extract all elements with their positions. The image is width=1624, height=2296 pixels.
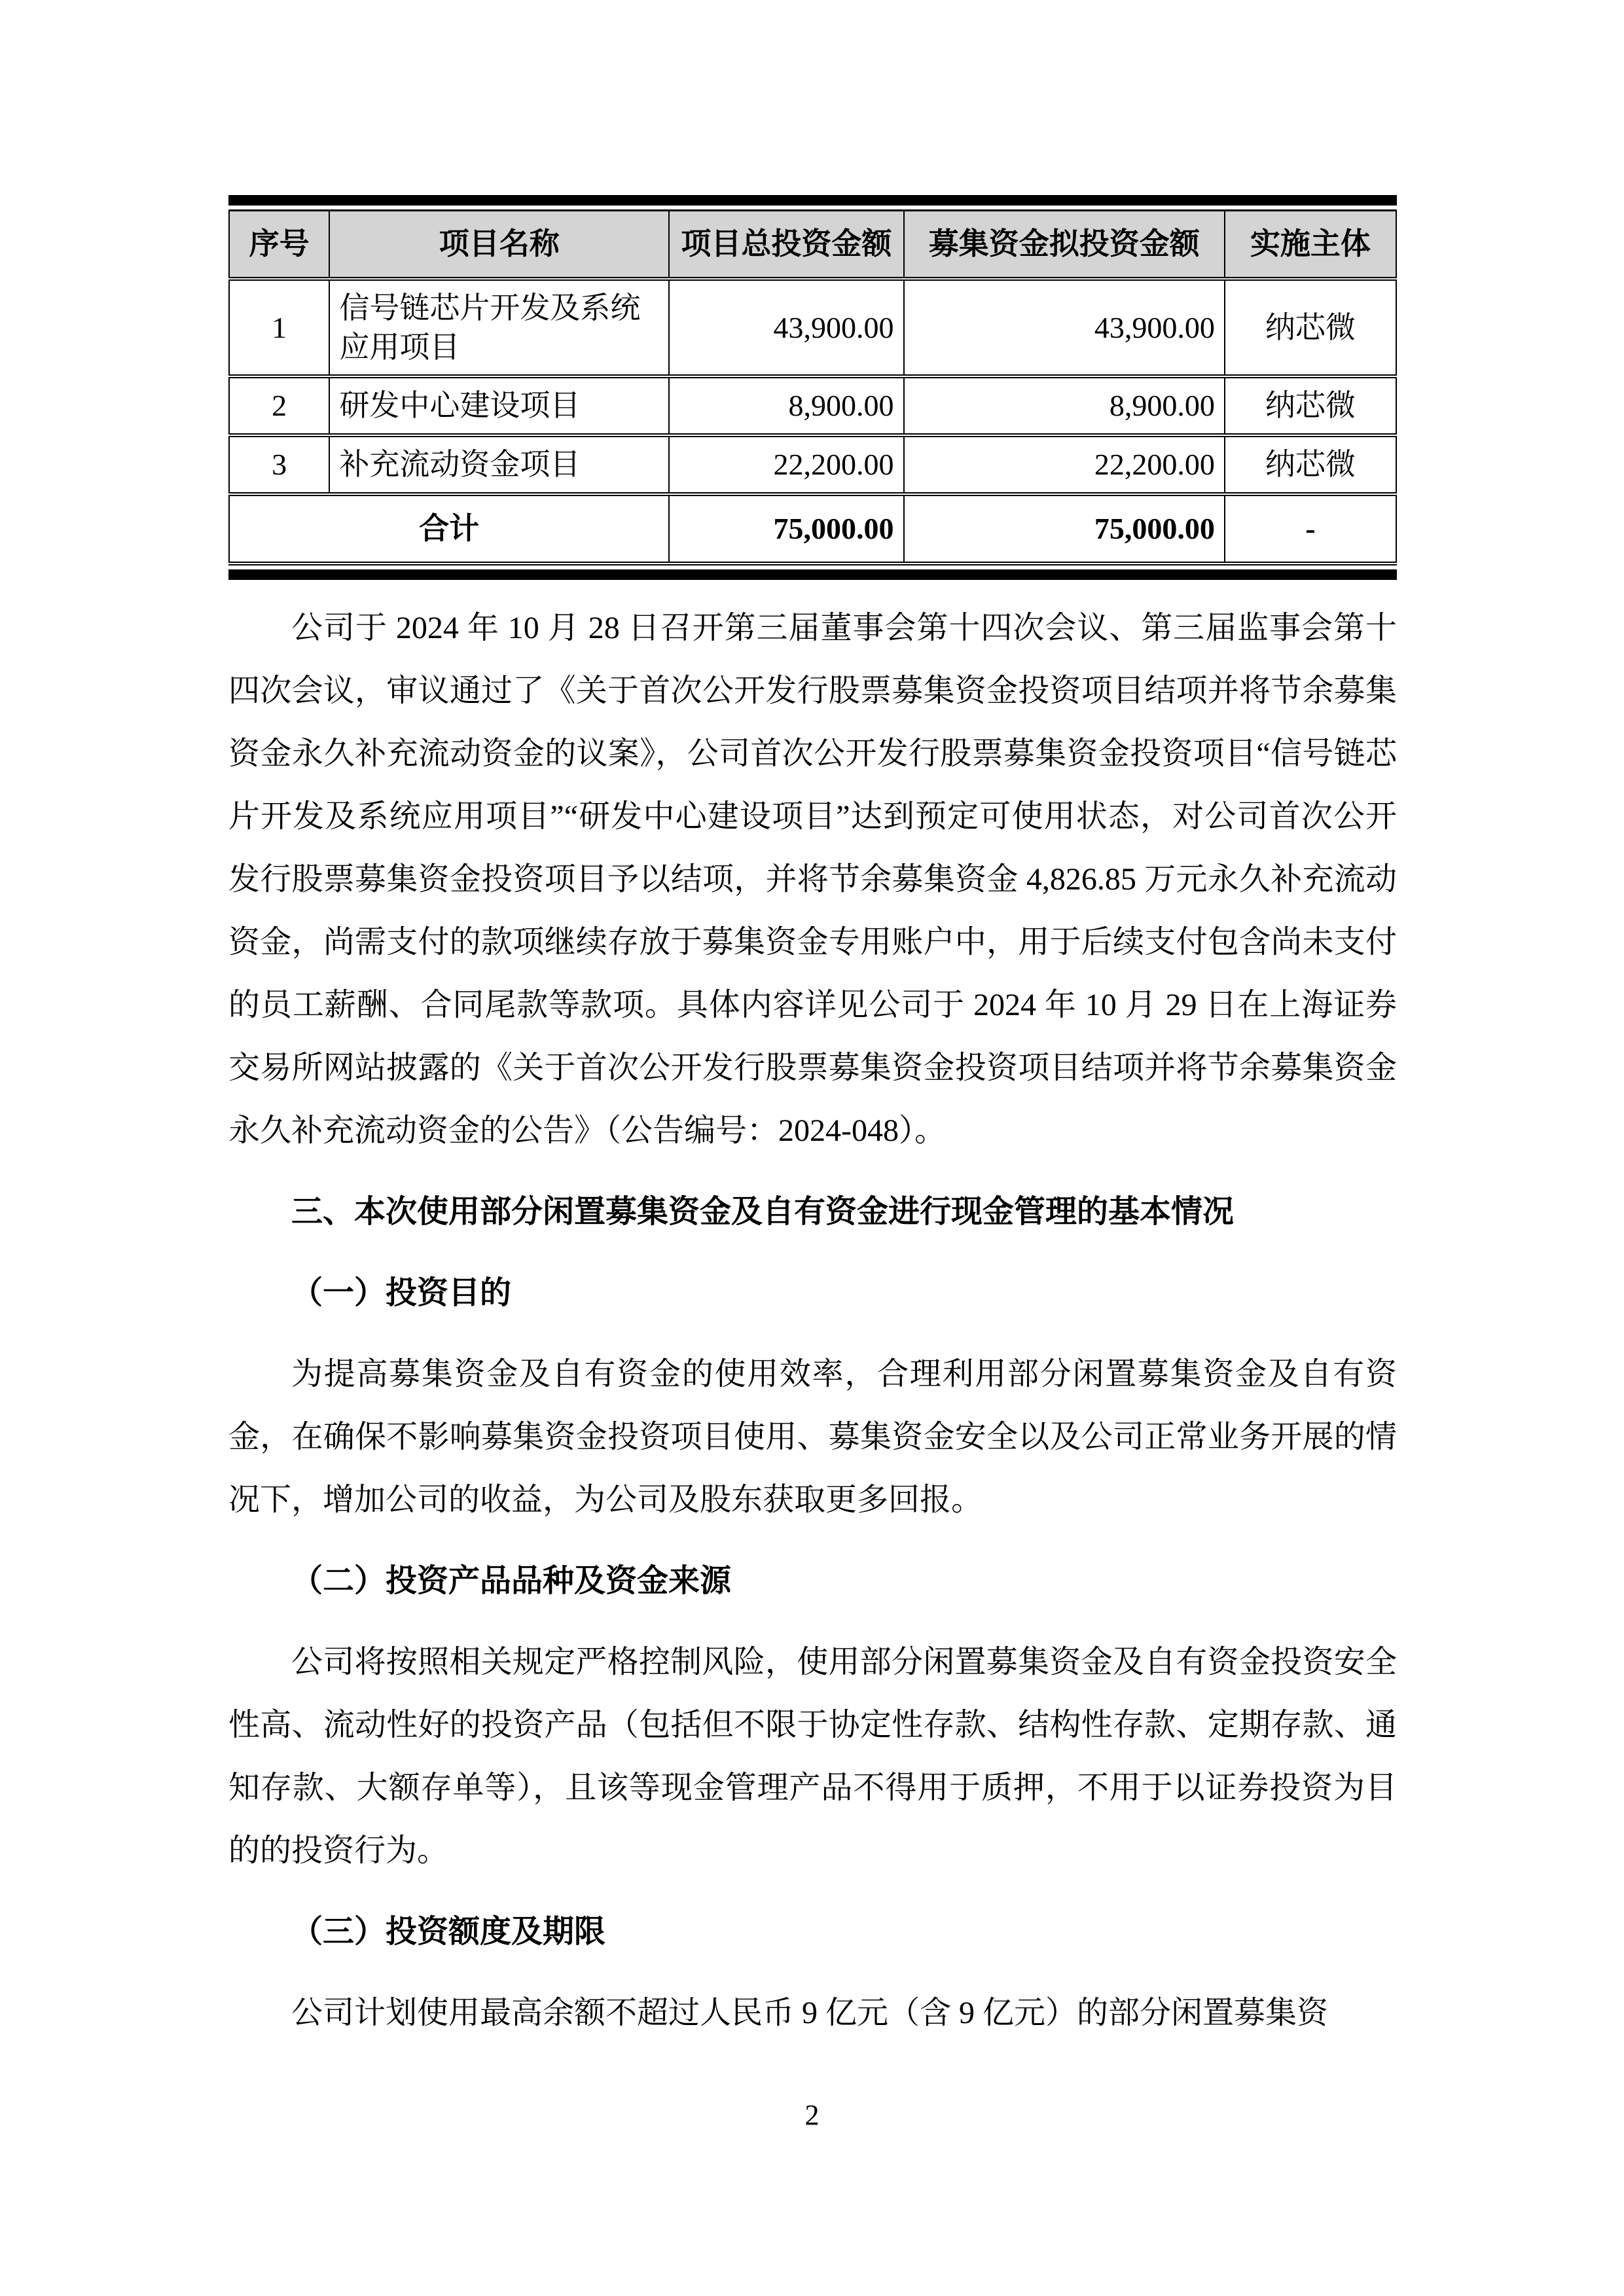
cell-entity: 纳芯微 xyxy=(1225,376,1396,435)
cell-entity: - xyxy=(1225,494,1396,564)
heading-section-3: 三、本次使用部分闲置募集资金及自有资金进行现金管理的基本情况 xyxy=(291,1194,1235,1229)
cell-index: 2 xyxy=(229,376,329,435)
table-header-row xyxy=(229,211,1396,279)
fundraising-projects-table xyxy=(228,209,1397,565)
paragraph-investment-quota-and-term: 公司计划使用最高余额不超过人民币 9 亿元（含 9 亿元）的部分闲置募集资 xyxy=(291,1995,1329,2030)
cell-total-investment: 75,000.00 xyxy=(669,494,903,564)
col-header-entity: 实施主体 xyxy=(1225,211,1396,279)
cell-project-name: 信号链芯片开发及系统应用项目 xyxy=(329,279,669,377)
table-row xyxy=(229,279,1396,377)
cell-raised-investment: 75,000.00 xyxy=(904,494,1225,564)
page-number: 2 xyxy=(804,2099,820,2131)
cell-raised-investment: 8,900.00 xyxy=(904,376,1225,435)
cell-index: 1 xyxy=(229,279,329,377)
table-row xyxy=(229,435,1396,494)
cell-project-name: 补充流动资金项目 xyxy=(329,435,669,494)
cell-entity: 纳芯微 xyxy=(1225,279,1396,377)
cell-project-name: 研发中心建设项目 xyxy=(329,376,669,435)
table-bottom-border xyxy=(228,569,1397,580)
cell-index: 3 xyxy=(229,435,329,494)
col-header-index: 序号 xyxy=(229,211,329,279)
cell-total-investment: 8,900.00 xyxy=(669,376,903,435)
paragraph-product-types-and-funding-source: 公司将按照相关规定严格控制风险，使用部分闲置募集资金及自有资金投资安全性高、流动性好的投资产品（包括但不限于协定性存款、结构性存款、定期存款、通知存款、大额存单等），且该等现金管理产品不得用于质押，不用于以证券投资为目的的投资行为。 xyxy=(228,1644,1397,1868)
cell-raised-investment: 43,900.00 xyxy=(904,279,1225,377)
col-header-project-name: 项目名称 xyxy=(329,211,669,279)
heading-investment-quota-and-term: （三）投资额度及期限 xyxy=(291,1914,606,1949)
col-header-raised-investment: 募集资金拟投资金额 xyxy=(904,211,1225,279)
table-row xyxy=(229,376,1396,435)
table-body xyxy=(229,279,1396,564)
paragraph-board-resolution: 公司于 2024 年 10 月 28 日召开第三届董事会第十四次会议、第三届监事会第十四次会议，审议通过了《关于首次公开发行股票募集资金投资项目结项并将节余募集资金永久补充流动资金的议案》，公司首次公开发行股票募集资金投资项目“信号链芯片开发及系统应用项目”“研发中心建设项目”达到预定可使用状态，对公司首次公开发行股票募集资金投资项目予以结项，并将节余募集资金 4,826.85 万元永久补充流动资金，尚需支付的款项继续存放于募集资金专用账户中，用于后续支付包含尚未支付的员工薪酬、合同尾款等款项。具体内容详见公司于 2024 年 10 月 29 日在上海证券交易所网站披露的《关于首次公开发行股票募集资金投资项目结项并将节余募集资金永久补充流动资金的公告》（公告编号：2024-048）。 xyxy=(228,610,1397,1148)
heading-product-types-and-funding-source: （二）投资产品品种及资金来源 xyxy=(291,1563,732,1598)
cell-raised-investment: 22,200.00 xyxy=(904,435,1225,494)
col-header-total-investment: 项目总投资金额 xyxy=(669,211,903,279)
cell-total-investment: 43,900.00 xyxy=(669,279,903,377)
paragraph-investment-purpose: 为提高募集资金及自有资金的使用效率，合理利用部分闲置募集资金及自有资金，在确保不影响募集资金投资项目使用、募集资金安全以及公司正常业务开展的情况下，增加公司的收益，为公司及股东获取更多回报。 xyxy=(228,1356,1397,1517)
heading-investment-purpose: （一）投资目的 xyxy=(291,1275,512,1310)
table-total-row xyxy=(229,494,1396,564)
cell-total-investment: 22,200.00 xyxy=(669,435,903,494)
cell-entity: 纳芯微 xyxy=(1225,435,1396,494)
table-top-border xyxy=(228,195,1397,206)
cell-total-label: 合计 xyxy=(229,494,669,564)
table-header xyxy=(229,211,1396,279)
